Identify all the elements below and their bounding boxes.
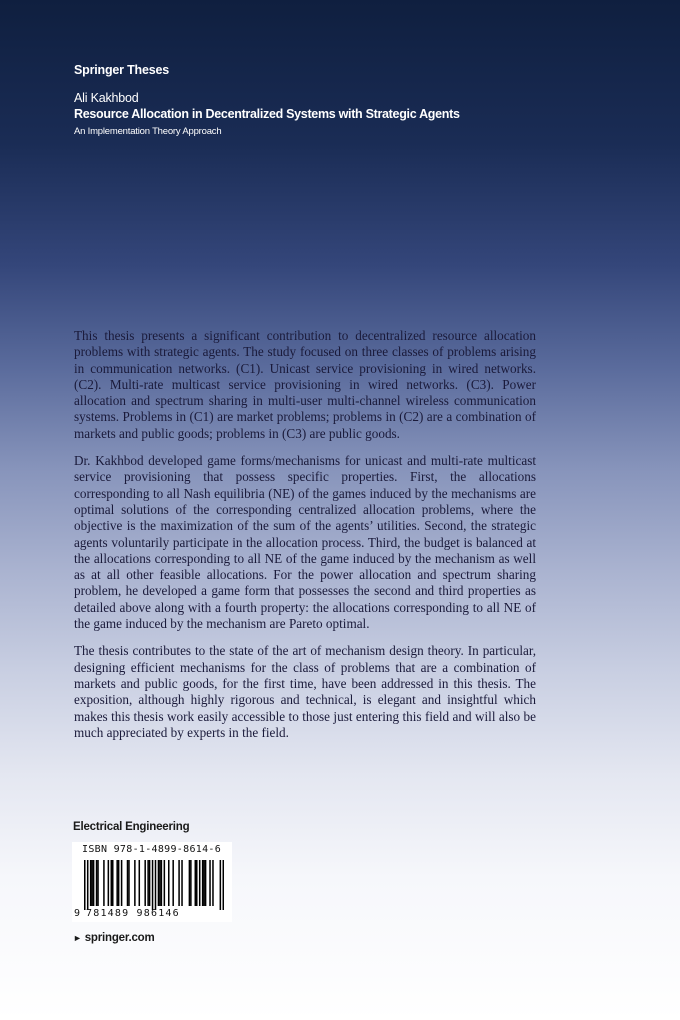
barcode-bar (205, 860, 207, 906)
barcode-bar (103, 860, 105, 906)
barcode-bar (116, 860, 118, 906)
barcode-bars (84, 860, 224, 910)
barcode-bar (190, 860, 192, 906)
barcode-bar (155, 860, 157, 910)
barcode-bar (84, 860, 86, 910)
barcode-bar (147, 860, 149, 906)
isbn-barcode (72, 842, 232, 922)
barcode-bar (189, 860, 191, 906)
book-title: Resource Allocation in Decentralized Systems with Strategic Agents (74, 107, 460, 121)
barcode-bar (144, 860, 146, 906)
barcode-bar (96, 860, 98, 906)
barcode-bar (149, 860, 151, 906)
barcode-bar (181, 860, 183, 906)
back-cover-blurb (74, 328, 536, 752)
arrow-icon: ► (73, 933, 82, 943)
barcode-bar (212, 860, 214, 906)
barcode-bar (202, 860, 204, 906)
cover-header (74, 63, 460, 139)
barcode-bar (87, 860, 89, 910)
barcode-bar (121, 860, 123, 906)
barcode-bar (178, 860, 180, 906)
barcode-digit-lead: 9 (74, 908, 82, 919)
blurb-paragraph-1: This thesis presents a significant contribution to decentralized resource allocation problems with strategic agents. The study focused on three classes of problems arising in communication networks. (C1). Unicast service provisioning in wired networks. (C2). Multi-rate multicast service provisioning in wired networks. (C3). Power allocation and spectrum sharing in multi-user multi-channel wireless communication systems. Problems in (C1) are market problems; problems in (C2) are a combination of markets and public goods; problems in (C3) are public goods. (74, 328, 536, 441)
blurb-paragraph-3: The thesis contributes to the state of the art of mechanism design theory. In particular, designing efficient mechanisms for the class of problems that are a combination of markets and public goods, for the first time, have been addressed in this thesis. The exposition, although highly rigorous and technical, is elegant and insightful which makes this thesis work easily accessible to those just entering this field and will also be much appreciated by experts in the field. (74, 643, 536, 740)
book-subtitle: An Implementation Theory Approach (74, 126, 222, 137)
series-name: Springer Theses (74, 63, 169, 77)
barcode-bar (90, 860, 92, 906)
barcode-bar (128, 860, 130, 906)
barcode-bar (196, 860, 198, 906)
barcode-bar (108, 860, 110, 906)
discipline-label: Electrical Engineering (73, 821, 190, 833)
barcode-bar (152, 860, 154, 910)
barcode-bar (164, 860, 166, 906)
barcode-bar (134, 860, 136, 906)
barcode-bar (91, 860, 93, 906)
barcode-bar (195, 860, 197, 906)
barcode-bar (97, 860, 99, 906)
barcode-digit-rest: 781489 986146 (86, 908, 180, 919)
barcode-bar (118, 860, 120, 906)
barcode-bar (127, 860, 129, 906)
barcode-bar (159, 860, 161, 906)
barcode-bar (199, 860, 201, 906)
barcode-bar (111, 860, 113, 906)
blurb-paragraph-2: Dr. Kakhbod developed game forms/mechanisms for unicast and multi-rate multicast service provisioning that possess specific properties. First, the allocations corresponding to all Nash equilibria (NE) of the games induced by the mechanisms are optimal solutions of the corresponding centralized allocation problems, where the objective is the maximization of the sum of the agents’ utilities. Second, the strategic agents voluntarily participate in the allocation process. Third, the budget is balanced at the allocations corresponding to all NE of the game induced by the mechanism as well as at all other feasible allocations. For the power allocation and spectrum sharing problem, he developed a game form that possesses the second and third properties as detailed above along with a fourth property: the allocations corresponding to all NE of the game induced by the mechanism are Pareto optimal. (74, 453, 536, 632)
website-label: springer.com (84, 932, 155, 944)
barcode-bar (223, 860, 224, 910)
barcode-bar (168, 860, 170, 906)
barcode-bar (220, 860, 222, 910)
barcode-bar (158, 860, 160, 906)
website-link[interactable] (73, 932, 155, 944)
barcode-bar (139, 860, 141, 906)
barcode-bar (93, 860, 95, 906)
barcode-bar (172, 860, 174, 906)
barcode-bar (161, 860, 163, 906)
barcode-bar (203, 860, 205, 906)
barcode-bar (209, 860, 211, 906)
barcode-bar (112, 860, 114, 906)
isbn-label: ISBN 978-1-4899-8614-6 (82, 844, 222, 855)
author-name: Ali Kakhbod (74, 91, 139, 105)
